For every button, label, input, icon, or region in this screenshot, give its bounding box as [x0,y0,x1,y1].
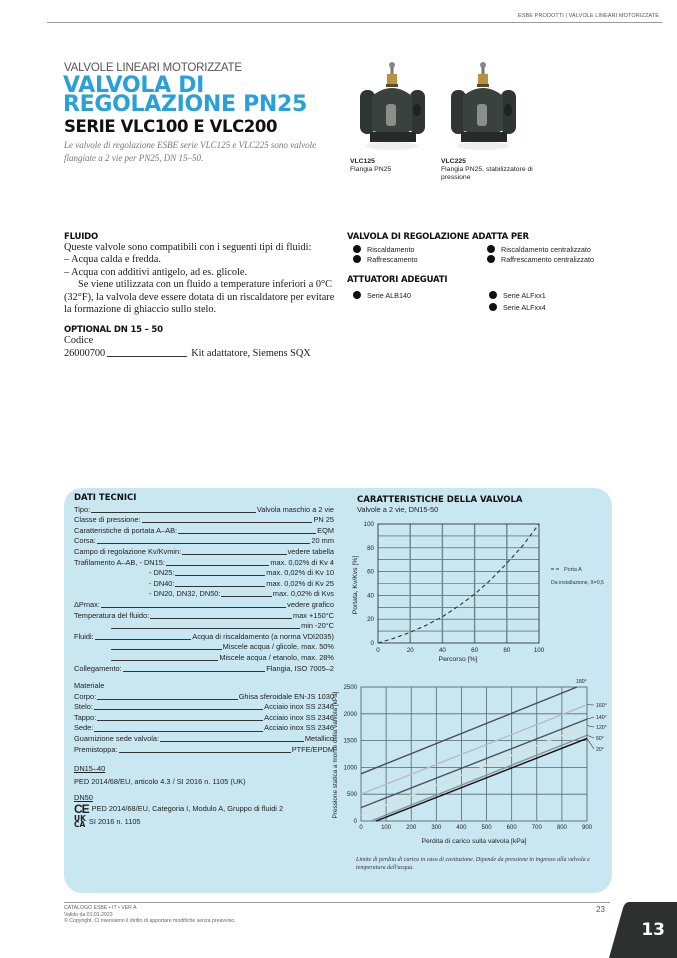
tech-row: Caratteristiche di portata A–AB: EQM [74,525,334,535]
svg-text:0: 0 [370,640,374,647]
svg-text:160°: 160° [596,703,607,709]
svg-text:40: 40 [438,647,446,654]
tech-row: Trafilamento A–AB, - DN15: max. 0,02% di Kv 4 [74,557,334,567]
technical-data [74,493,334,829]
actuator-item: Serie ALB140 [367,291,411,300]
actuator-item: Serie ALFxx4 [503,303,546,312]
bullet-icon [489,303,497,311]
dn50-heading: DN50 [74,793,93,803]
fluido-paragraph: Se viene utilizzata con un fluido a temperature inferiori a 0°C (32°F), la valvola deve essere dotata di un riscaldatore per evitare la formazione di ghiaccio sullo stelo. [64,279,335,316]
legend-note: Da installazione, ß=0,5 [551,580,604,586]
page-number: 23 [596,905,605,914]
bullet-icon [487,245,495,253]
legend-porta-a: Porta A [564,567,582,573]
svg-text:900: 900 [581,825,593,831]
header-divider [47,22,662,23]
tech-row: Classe di pressione: PN 25 [74,515,334,525]
tech-row: Miscele acqua / glicole, max. 50% [74,642,334,653]
leader-line [107,348,187,357]
svg-text:80: 80 [367,544,374,552]
valve-image [441,60,526,152]
svg-text:80: 80 [503,647,511,654]
product-vlc125 [350,60,445,174]
actuators-heading: ATTUATORI ADEGUATI [347,275,448,285]
tech-row: - DN25: max. 0,02% di Kv 10 [149,568,334,578]
page-title [63,73,308,117]
tech-heading: DATI TECNICI [74,493,137,503]
svg-text:20: 20 [406,647,414,654]
fluido-heading: FLUIDO [64,232,99,242]
svg-text:Portata, Kv/Kvs [%]: Portata, Kv/Kvs [%] [352,555,359,615]
svg-text:120°: 120° [596,725,607,731]
series-line [376,738,587,821]
header-breadcrumb: ESBE PRODOTTI | VALVOLE LINEARI MOTORIZZATE [517,13,659,19]
svg-text:Da installazione, ß=0,5 [551,580,604,586]
svg-text:200: 200 [406,825,417,831]
fluido-section [64,232,339,360]
footer-divider [64,902,610,903]
tech-row: Fluidi: Acqua di riscaldamento (a norma VDI2035) [74,631,334,641]
product-model: VLC225 [441,158,466,165]
svg-text:800: 800 [556,825,567,831]
actuator-item: Serie ALFxx1 [503,291,546,300]
tech-row: - DN20, DN32, DN50: max. 0,02% di Kvs [149,589,334,599]
svg-text:Pressione statica a monte dell: Pressione statica a monte della valvola [kPa] [332,691,339,819]
svg-text:20°: 20° [596,747,604,753]
product-vlc225 [441,60,536,182]
optional-row [64,348,339,360]
category-kicker: VALVOLE LINEARI MOTORIZZATE [64,62,242,74]
suitable-item: Riscaldamento [367,245,415,254]
svg-text:2000: 2000 [343,711,357,718]
svg-text:100: 100 [533,647,545,654]
tech-row: ΔPmax: vedere grafico [74,599,334,609]
material-row: Corpo: Ghisa sferoidale EN-JS 1030 [74,691,334,701]
bullet-icon [487,255,495,263]
svg-text:Percorso [%]: Percorso [%] [438,656,478,663]
optional-heading: OPTIONAL DN 15 – 50 [64,325,163,336]
optional-code-label: Codice [64,335,94,347]
svg-text:0: 0 [376,647,380,654]
svg-text:20: 20 [367,616,374,624]
material-row: Premistoppa: PTFE/EPDM [74,744,334,754]
footer-catalog: CATALOGO ESBE • IT • VER A [64,905,137,911]
chart-subtitle: Valvole a 2 vie, DN15-50 [357,505,439,514]
material-row: Tappo: Acciaio inox SS 2346 [74,712,334,722]
product-desc: Flangia PN25, stabilizzatore di pressione [441,166,533,181]
dn1540-text: PED 2014/68/EU, articolo 4.3 / SI 2016 n. 1105 (UK) [74,776,246,786]
svg-text:1000: 1000 [343,765,357,772]
tech-row: Campo di regolazione Kv/Kvmin: vedere tabella [74,546,334,556]
svg-text:300: 300 [431,825,442,831]
ukca-mark-icon: UK CA [74,813,86,830]
tech-row: - DN40: max. 0,02% di Kv 25 [149,578,334,588]
svg-text:500: 500 [346,792,357,799]
series-line [361,726,587,816]
product-desc: Flangia PN25 [350,166,392,173]
svg-text:400: 400 [456,825,467,831]
footer-info [64,905,236,925]
material-row: Stelo: Acciaio inox SS 2346 [74,702,334,712]
bullet-icon [489,291,497,299]
suitable-heading: VALVOLA DI REGOLAZIONE ADATTA PER [347,232,529,242]
svg-text:1500: 1500 [343,738,357,745]
valve-characteristics-chart [357,495,523,514]
section-tab-number: 13 [641,920,665,940]
material-row: Guarnizione sede valvola: Metallico [74,734,334,744]
bullet-icon [353,255,361,263]
svg-text:60: 60 [471,647,479,654]
svg-text:0: 0 [359,825,363,831]
cavitation-chart-plot [325,675,620,850]
svg-text:500: 500 [481,825,492,831]
svg-text:2500: 2500 [343,685,357,691]
material-row: Sede: Acciaio inox SS 2346 [74,723,334,733]
title-line-2: REGOLAZIONE PN25 [63,92,308,117]
chart-title: CARATTERISTICHE DELLA VALVOLA [357,495,523,505]
lead-paragraph: Le valvole di regolazione ESBE serie VLC125 e VLC225 sono valvole flangiate a 2 vie per PN25, DN 15–50. [64,140,317,163]
suitable-item: Raffrescamento centralizzato [501,255,594,264]
product-model: VLC125 [350,158,375,165]
fluido-line: Queste valvole sono compatibili con i seguenti tipi di fluidi: [64,242,312,253]
suitable-section [347,232,627,314]
footer-valid: Valido da 01.01.2023 [64,911,113,918]
svg-text:0: 0 [353,819,357,825]
svg-text:60°: 60° [596,736,604,742]
title-line-1: VALVOLA DI [63,73,205,98]
suitable-item: Riscaldamento centralizzato [501,245,591,254]
series-line [361,687,577,774]
valve-image [350,60,435,152]
svg-text:700: 700 [531,825,542,831]
bullet-icon [353,291,361,299]
optional-item: Kit adattatore, Siemens SQX [191,347,311,359]
svg-text:140°: 140° [596,715,607,721]
svg-text:60: 60 [367,568,374,576]
tech-row: Miscele acqua / etanolo, max. 28% [74,653,334,664]
optional-code: 26000700 [64,347,106,359]
svg-text:600: 600 [506,825,517,831]
tech-row: Temperatura del fluido: max +150°C [74,610,334,620]
bullet-icon [353,245,361,253]
ce-text: PED 2014/68/EU, Categoria I, Modulo A, Gruppo di fluidi 2 [91,804,284,814]
svg-text:100: 100 [363,521,374,528]
tech-row: Collegamento: Flangia, ISO 7005–2 [74,663,334,673]
svg-text:40: 40 [367,592,374,600]
ukca-text: SI 2016 n. 1105 [88,816,141,826]
ce-mark-icon: CE [74,802,89,817]
svg-text:Perdita di carico sulla valvol: Perdita di carico sulla valvola [kPa] [421,838,527,845]
fluido-line: – Acqua calda e fredda. [64,254,161,266]
svg-text:100: 100 [381,825,392,831]
page-subtitle: SERIE VLC100 E VLC200 [64,117,278,136]
svg-text:180°: 180° [576,679,587,685]
materials-heading: Materiale [74,681,105,691]
chart-caption: Limite di perdita di carico in caso di cavitazione. Dipende da pressione in ingresso alla valvola e temperatura dell'acqua. [356,857,590,871]
tech-row: Corsa: 20 mm [74,536,334,546]
tech-row: min -20°C [74,621,334,632]
flow-chart-plot [345,515,615,665]
fluido-line: – Acqua con additivi antigelo, ad es. glicole. [64,266,248,278]
dn1540-heading: DN15–40 [74,764,106,774]
tech-row: Tipo: Valvola maschio a 2 vie [74,504,334,514]
suitable-item: Raffrescamento [367,255,418,264]
footer-copyright: © Copyright. Ci riserviamo il diritto di apportare modifiche senza preavviso. [64,918,236,925]
